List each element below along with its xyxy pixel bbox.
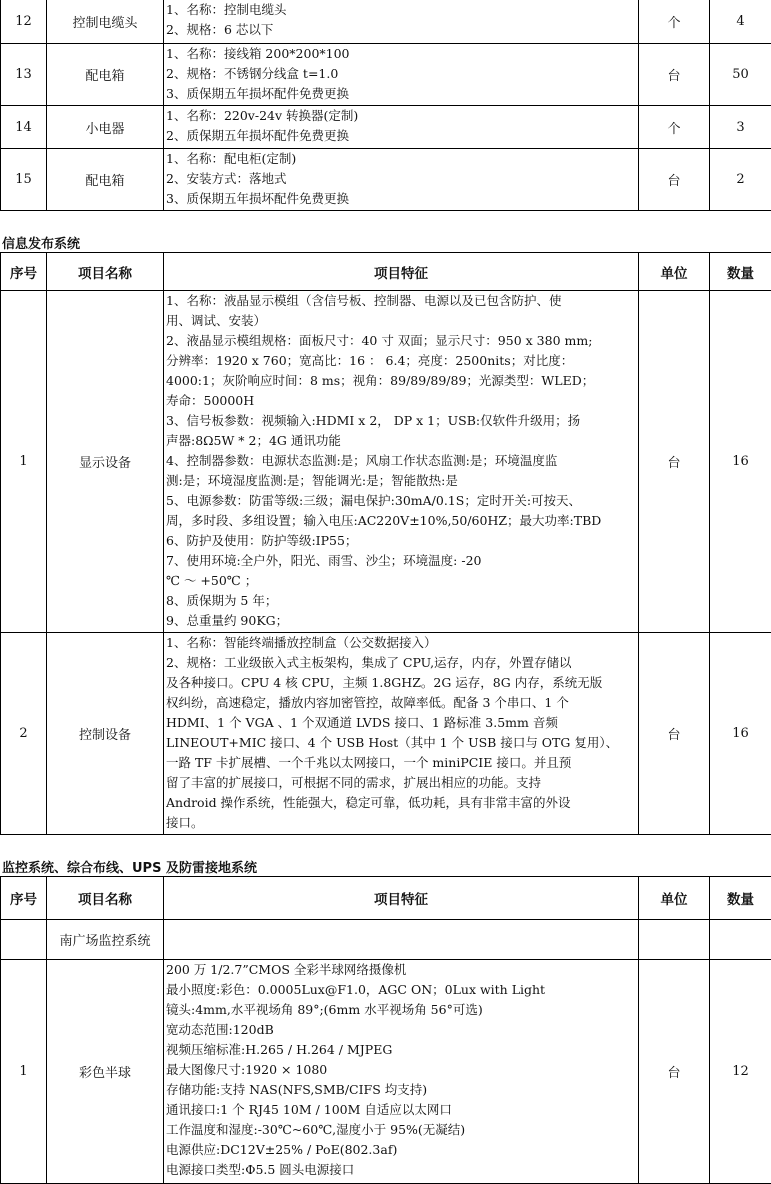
feature-line: 3、信号板参数：视频输入:HDMI x 2， DP x 1；USB:仅软件升级用；扬 <box>166 411 636 431</box>
item-quantity: 3 <box>710 106 771 149</box>
item-features <box>164 960 639 1184</box>
item-unit: 台 <box>639 960 710 1184</box>
table-row <box>1 0 771 44</box>
feature-line: 2、液晶显示模组规格：面板尺寸：40 寸 双面；显示尺寸：950 x 380 mm; <box>166 331 636 351</box>
feature-line: 8、质保期为 5 年； <box>166 591 636 611</box>
item-unit: 台 <box>639 633 710 835</box>
group-row <box>1 920 771 960</box>
row-number: 1 <box>1 960 47 1184</box>
feature-line: LINEOUT+MIC 接口、4 个 USB Host（其中 1 个 USB 接口与 OTG 复用）、 <box>166 733 636 753</box>
item-name: 配电箱 <box>47 44 164 106</box>
feature-line: 6、防护及使用：防护等级:IP55； <box>166 531 636 551</box>
row-number: 1 <box>1 291 47 633</box>
feature-line: 200 万 1/2.7”CMOS 全彩半球网络摄像机 <box>166 960 636 980</box>
equipment-table-continued <box>0 0 771 211</box>
header-unit: 单位 <box>639 253 710 291</box>
feature-line: 接口。 <box>166 813 636 833</box>
table-row <box>1 960 771 1184</box>
item-quantity: 4 <box>710 0 771 44</box>
item-name: 显示设备 <box>47 291 164 633</box>
item-features <box>164 106 639 149</box>
feature-line: 1、名称：配电柜(定制) <box>166 149 636 169</box>
table-row <box>1 44 771 106</box>
item-features <box>164 291 639 633</box>
feature-line: 电源接口类型:Φ5.5 圆头电源接口 <box>166 1160 636 1180</box>
item-name: 小电器 <box>47 106 164 149</box>
feature-line: 工作温度和湿度:-30℃~60℃,湿度小于 95%(无凝结) <box>166 1120 636 1140</box>
row-number: 13 <box>1 44 47 106</box>
item-features <box>164 149 639 211</box>
feature-line: 4000:1；灰阶响应时间：8 ms；视角：89/89/89/89；光源类型：WLED； <box>166 371 636 391</box>
feature-line: 2、规格：不锈钢分线盒 t=1.0 <box>166 64 636 84</box>
item-quantity: 16 <box>710 291 771 633</box>
header-name: 项目名称 <box>47 253 164 291</box>
row-number: 15 <box>1 149 47 211</box>
item-unit: 个 <box>639 0 710 44</box>
feature-line: 1、名称：智能终端播放控制盒（公交数据接入） <box>166 633 636 653</box>
row-number: 14 <box>1 106 47 149</box>
table-row <box>1 291 771 633</box>
header-no: 序号 <box>1 253 47 291</box>
section-title-info-release: 信息发布系统 <box>2 233 80 252</box>
item-unit: 台 <box>639 149 710 211</box>
feature-line: 声器:8Ω5W * 2；4G 通讯功能 <box>166 431 636 451</box>
feature-line: 测:是；环境湿度监测:是；智能调光:是；智能散热:是 <box>166 471 636 491</box>
feature-line: 周，多时段、多组设置；输入电压:AC220V±10%,50/60HZ；最大功率:TBD <box>166 511 636 531</box>
item-unit: 个 <box>639 106 710 149</box>
header-qty: 数量 <box>710 253 771 291</box>
feature-line: 通讯接口:1 个 RJ45 10M / 100M 自适应以太网口 <box>166 1100 636 1120</box>
table-header-row <box>1 877 771 920</box>
table-row <box>1 149 771 211</box>
table-row <box>1 106 771 149</box>
feature-line: 1、名称：控制电缆头 <box>166 0 636 20</box>
feature-line: 3、质保期五年损坏配件免费更换 <box>166 84 636 104</box>
info-release-table <box>0 252 771 835</box>
row-number: 2 <box>1 633 47 835</box>
feature-line: 3、质保期五年损坏配件免费更换 <box>166 189 636 209</box>
feature-line: Android 操作系统，性能强大，稳定可靠，低功耗，具有非常丰富的外设 <box>166 793 636 813</box>
table-row <box>1 633 771 835</box>
item-unit: 台 <box>639 44 710 106</box>
feature-line: 存储功能:支持 NAS(NFS,SMB/CIFS 均支持) <box>166 1080 636 1100</box>
item-quantity: 50 <box>710 44 771 106</box>
item-features <box>164 44 639 106</box>
feature-line: 分辨率：1920 x 760；宽高比：16 ： 6.4；亮度：2500nits；对比度： <box>166 351 636 371</box>
item-features <box>164 633 639 835</box>
feature-line: 7、使用环境:全户外，阳光、雨雪、沙尘；环境温度: -20 <box>166 551 636 571</box>
feature-line: 4、控制器参数：电源状态监测:是；风扇工作状态监测:是；环境温度监 <box>166 451 636 471</box>
feature-line: 2、质保期五年损坏配件免费更换 <box>166 126 636 146</box>
item-quantity: 16 <box>710 633 771 835</box>
feature-line: 及各种接口。CPU 4 核 CPU，主频 1.8GHZ。2G 运存，8G 内存，系统无版 <box>166 673 636 693</box>
feature-line: 一路 TF 卡扩展槽、一个千兆以太网接口，一个 miniPCIE 接口。并且预 <box>166 753 636 773</box>
header-name: 项目名称 <box>47 877 164 920</box>
header-feature: 项目特征 <box>164 877 639 920</box>
feature-line: 2、安装方式：落地式 <box>166 169 636 189</box>
feature-line: 镜头:4mm,水平视场角 89°;(6mm 水平视场角 56°可选) <box>166 1000 636 1020</box>
feature-line: 寿命：50000H <box>166 391 636 411</box>
item-name: 配电箱 <box>47 149 164 211</box>
feature-line: 权纠纷，高速稳定，播放内容加密管控，故障率低。配备 3 个串口、1 个 <box>166 693 636 713</box>
header-unit: 单位 <box>639 877 710 920</box>
item-features <box>164 0 639 44</box>
section-title-monitoring: 监控系统、综合布线、UPS 及防雷接地系统 <box>2 857 257 876</box>
item-quantity: 12 <box>710 960 771 1184</box>
header-no: 序号 <box>1 877 47 920</box>
feature-line: 电源供应:DC12V±25% / PoE(802.3af) <box>166 1140 636 1160</box>
feature-line: 留了丰富的扩展接口，可根据不同的需求，扩展出相应的功能。支持 <box>166 773 636 793</box>
header-qty: 数量 <box>710 877 771 920</box>
item-quantity: 2 <box>710 149 771 211</box>
feature-line: 最小照度:彩色：0.0005Lux@F1.0，AGC ON；0Lux with Light <box>166 980 636 1000</box>
feature-line: 用、调试、安装） <box>166 311 636 331</box>
feature-line: 2、规格：6 芯以下 <box>166 20 636 40</box>
feature-line: HDMI、1 个 VGA 、1 个双通道 LVDS 接口、1 路标准 3.5mm 音频 <box>166 713 636 733</box>
feature-line: 视频压缩标准:H.265 / H.264 / MJPEG <box>166 1040 636 1060</box>
feature-line: 2、规格：工业级嵌入式主板架构，集成了 CPU,运存，内存，外置存储以 <box>166 653 636 673</box>
feature-line: 1、名称：220v-24v 转换器(定制) <box>166 106 636 126</box>
feature-line: 1、名称：液晶显示模组（含信号板、控制器、电源以及已包含防护、使 <box>166 291 636 311</box>
group-name: 南广场监控系统 <box>47 920 164 960</box>
item-name: 控制电缆头 <box>47 0 164 44</box>
table-header-row <box>1 253 771 291</box>
feature-line: 最大图像尺寸:1920 × 1080 <box>166 1060 636 1080</box>
item-name: 彩色半球 <box>47 960 164 1184</box>
feature-line: 1、名称：接线箱 200*200*100 <box>166 44 636 64</box>
monitoring-table <box>0 876 771 1184</box>
row-number: 12 <box>1 0 47 44</box>
feature-line: 宽动态范围:120dB <box>166 1020 636 1040</box>
header-feature: 项目特征 <box>164 253 639 291</box>
feature-line: 5、电源参数：防雷等级:三级；漏电保护:30mA/0.1S；定时开关:可按天、 <box>166 491 636 511</box>
item-unit: 台 <box>639 291 710 633</box>
item-name: 控制设备 <box>47 633 164 835</box>
feature-line: ℃ ～ +50℃ ； <box>166 571 636 591</box>
feature-line: 9、总重量约 90KG； <box>166 611 636 631</box>
